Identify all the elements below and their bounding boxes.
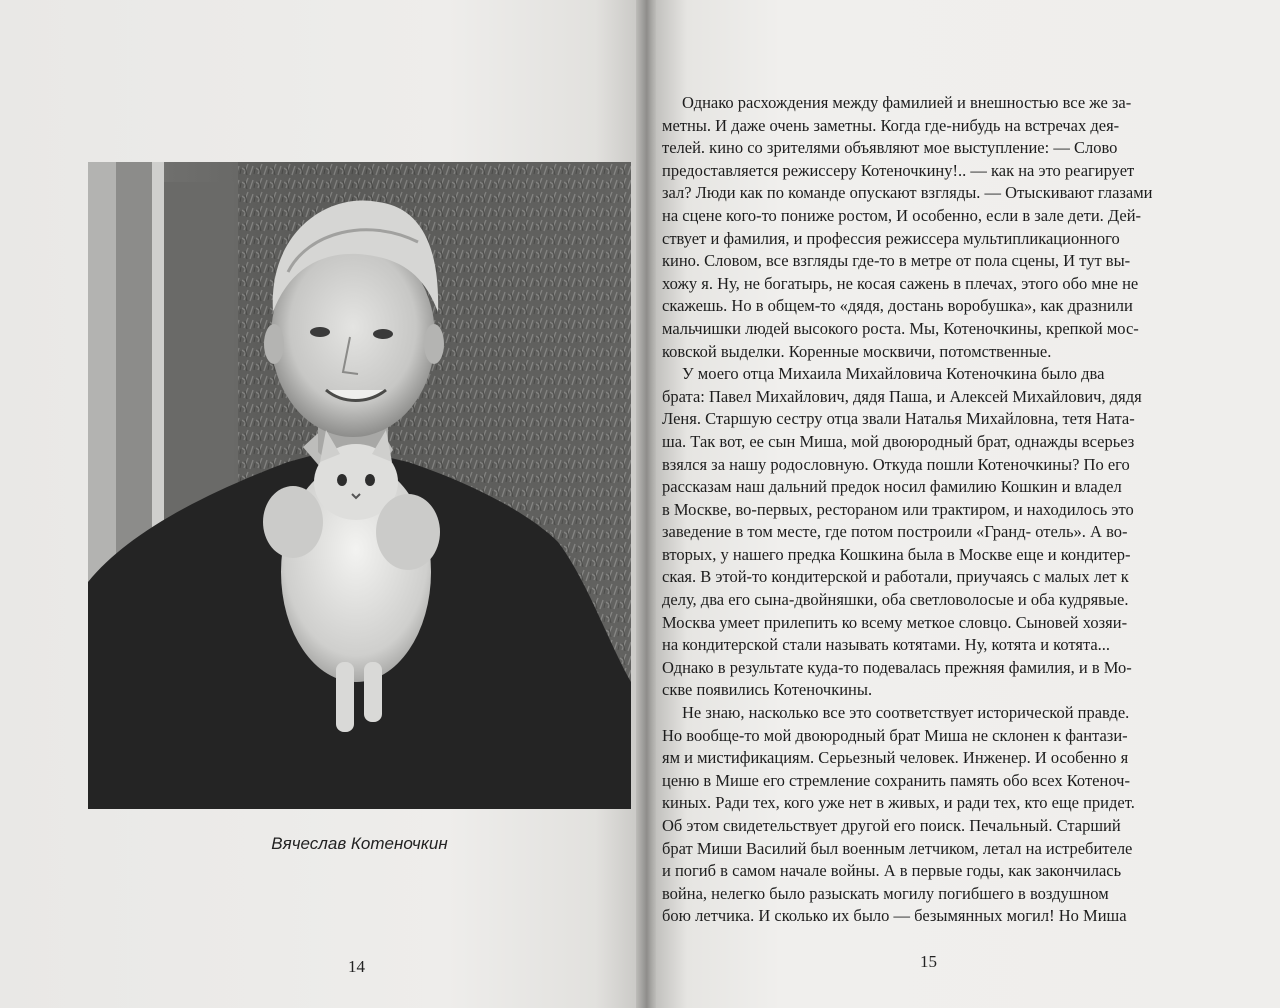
portrait-photo-illustration bbox=[88, 162, 631, 809]
text-line: и погиб в самом начале войны. А в первые годы, как закончилась bbox=[662, 861, 1122, 881]
portrait-photo bbox=[88, 162, 631, 809]
text-line: Об этом свидетельствует другой его поиск. Печальный. Старший bbox=[662, 816, 1121, 835]
text-line: ценю в Мише его стремление сохранить память обо всех Котеноч- bbox=[662, 770, 1130, 790]
text-line: ковской выделки. Коренные москвичи, потомственные. bbox=[662, 341, 1052, 361]
text-line: У моего отца Михаила Михайловича Котеночкина было два bbox=[682, 364, 1105, 384]
text-line: скве появились Котеночкины. bbox=[662, 680, 873, 700]
text-line: заведение в том месте, где потом построили «Гранд- отель». А во- bbox=[662, 522, 1128, 542]
text-line: бою летчика. И сколько их было — безымянных могил! Но Миша bbox=[662, 906, 1127, 926]
text-line: предоставляется режиссеру Котеночкину!.. — как на это реагирует bbox=[662, 160, 1135, 180]
text-line: мальчишки людей высокого роста. Мы, Котеночкины, крепкой мос- bbox=[662, 318, 1139, 338]
text-line: Однако расхождения между фамилией и внешностью все же за- bbox=[682, 93, 1132, 112]
text-line: Однако в результате куда-то подевалась прежняя фамилия, и в Мо- bbox=[662, 657, 1132, 677]
text-line: рассказам наш дальний предок носил фамилию Кошкин и владел bbox=[662, 477, 1122, 497]
text-line: Москва умеет прилепить ко всему меткое словцо. Сыновей хозяи- bbox=[662, 612, 1128, 632]
text-line: на кондитерской стали называть котятами. Ну, котята и котята... bbox=[662, 635, 1111, 655]
text-line: хожу я. Ну, не богатырь, не косая сажень в плечах, этого обо мне не bbox=[662, 273, 1139, 293]
page-number-left: 14 bbox=[348, 957, 365, 976]
photo-caption: Вячеслав Котеночкин bbox=[271, 834, 448, 853]
text-line: метны. И даже очень заметны. Когда где-нибудь на встречах дея- bbox=[662, 115, 1120, 135]
text-line: Но вообще-то мой двоюродный брат Миша не склонен к фантази- bbox=[662, 725, 1128, 745]
text-line: скажешь. Но в общем-то «дядя, достань воробушка», как дразнили bbox=[662, 296, 1133, 316]
text-line: война, нелегко было разыскать могилу погибшего в воздушном bbox=[662, 883, 1109, 903]
text-line: ша. Так вот, ее сын Миша, мой двоюродный брат, однажды всерьез bbox=[662, 431, 1135, 451]
text-line: брат Миши Василий был военным летчиком, летал на истребителе bbox=[662, 838, 1133, 858]
text-line: Леня. Старшую сестру отца звали Наталья Михайловна, тетя Ната- bbox=[662, 409, 1135, 429]
text-line: брата: Павел Михайлович, дядя Паша, и Алексей Михайлович, дядя bbox=[662, 386, 1142, 406]
text-line: ская. В этой-то кондитерской и работали, приучаясь с малых лет к bbox=[662, 567, 1129, 587]
page-number-right: 15 bbox=[920, 952, 937, 971]
text-line: кино. Словом, все взгляды где-то в метре от пола сцены, И тут вы- bbox=[662, 251, 1131, 271]
text-line: Не знаю, насколько все это соответствует исторической правде. bbox=[682, 703, 1130, 723]
text-line: на сцене кого-то пониже ростом, И особенно, если в зале дети. Дей- bbox=[662, 205, 1142, 225]
text-line: вторых, у нашего предка Кошкина была в Москве еще и кондитер- bbox=[662, 544, 1131, 564]
text-line: взялся за нашу родословную. Откуда пошли Котеночкины? По его bbox=[662, 454, 1130, 474]
text-line: ям и мистификациям. Серьезный человек. Инженер. И особенно я bbox=[662, 748, 1129, 768]
text-line: зал? Люди как по команде опускают взгляды. — Отыскивают глазами bbox=[662, 183, 1153, 203]
text-line: делу, два его сына-двойняшки, оба светловолосые и оба кудрявые. bbox=[662, 590, 1129, 610]
text-line: ствует и фамилия, и профессия режиссера мультипликационного bbox=[662, 228, 1120, 248]
text-line: в Москве, во-первых, рестораном или трактиром, и находилось это bbox=[662, 499, 1134, 519]
body-text bbox=[662, 92, 1222, 928]
text-line: телей. кино со зрителями объявляют мое выступление: — Слово bbox=[662, 138, 1118, 158]
text-line: киных. Ради тех, кого уже нет в живых, и ради тех, кто еще придет. bbox=[662, 793, 1135, 813]
